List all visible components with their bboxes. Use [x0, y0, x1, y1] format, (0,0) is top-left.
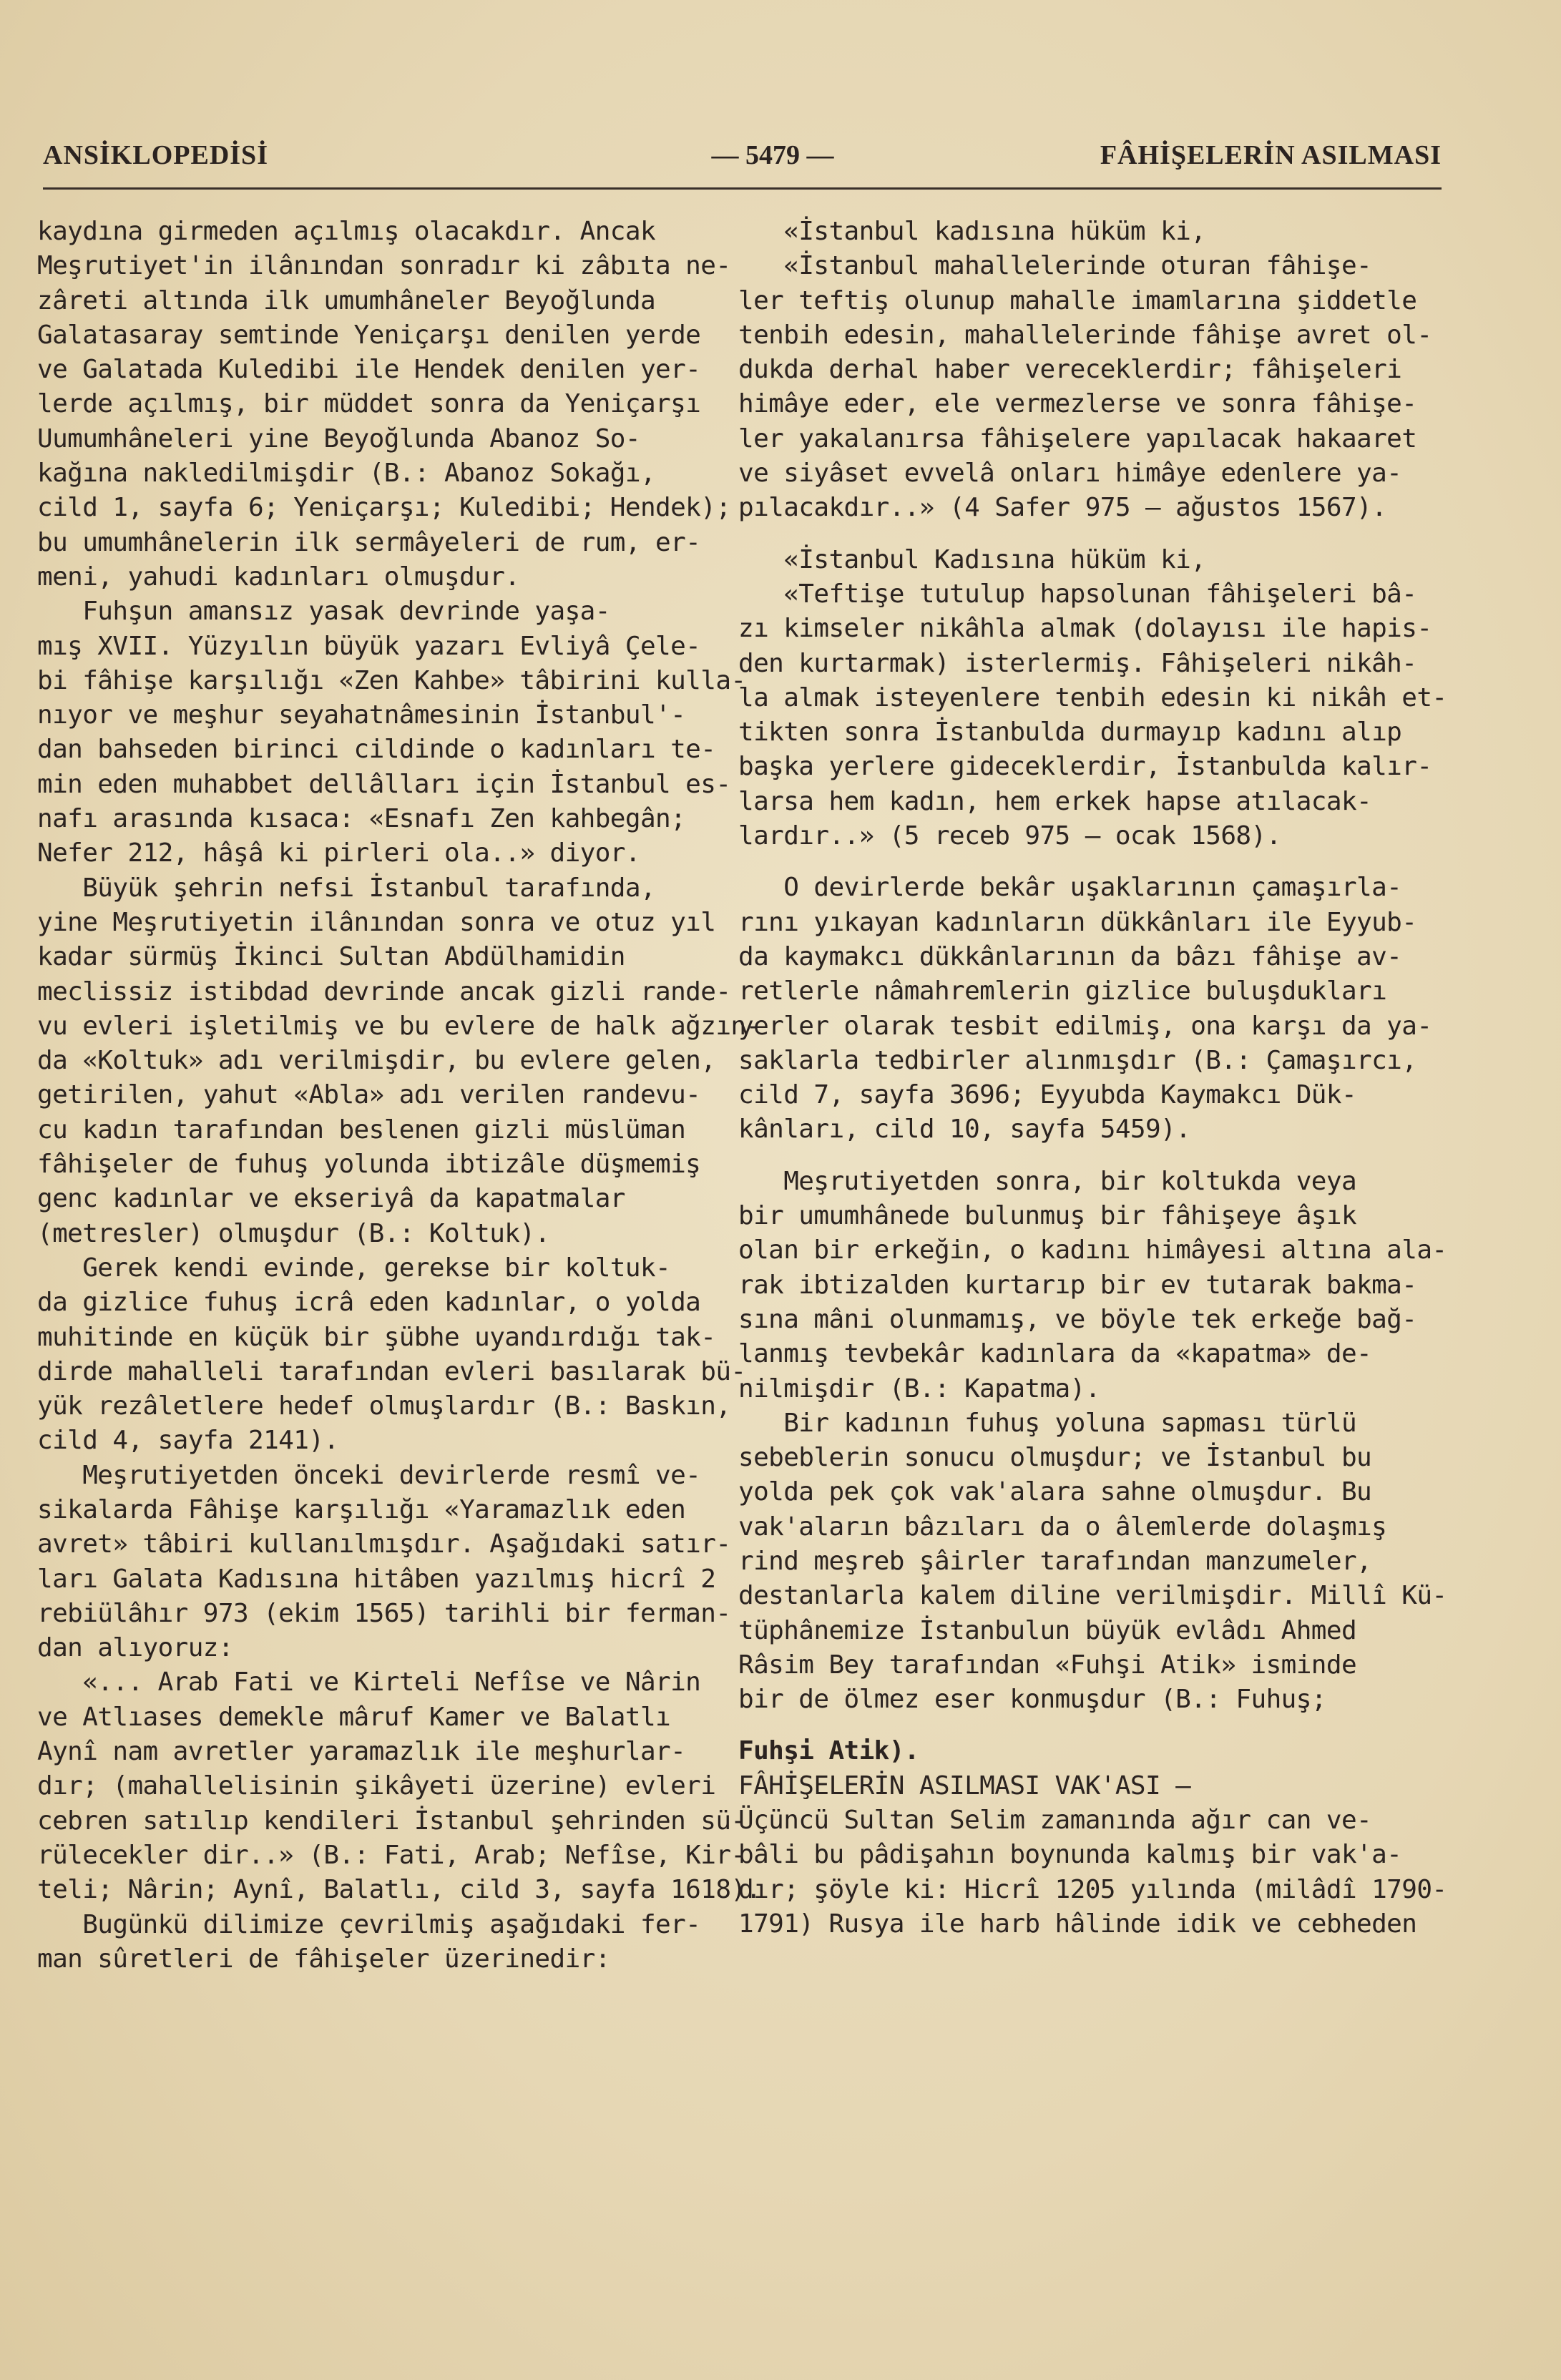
text-line: dan bahseden birinci cildinde o kadınları te-: [37, 735, 716, 765]
text-line: nıyor ve meşhur seyahatnâmesinin İstanbul'-: [37, 700, 686, 730]
text-line: muhitinde en küçük bir şübhe uyandırdığı tak-: [37, 1322, 716, 1352]
text-line: kânları, cild 10, sayfa 5459).: [738, 1115, 1191, 1145]
text-line: Nefer 212, hâşâ ki pirleri ola..» diyor.: [37, 838, 640, 868]
text-line: bir umumhânede bulunmuş bir fâhişeye âşık: [738, 1201, 1357, 1231]
text-line: Fuhşun amansız yasak devrinde yaşa-: [37, 597, 610, 627]
text-line: olan bir erkeğin, o kadını himâyesi altına ala-: [738, 1235, 1447, 1265]
text-line: dan alıyoruz:: [37, 1633, 233, 1663]
text-line: nilmişdir (B.: Kapatma).: [738, 1373, 1100, 1404]
text-line: pılacakdır..» (4 Safer 975 — ağustos 1567).: [738, 493, 1387, 523]
text-line: retlerle nâmahremlerin gizlice buluşdukları: [738, 976, 1387, 1007]
text-line: min eden muhabbet dellâlları için İstanbul es-: [37, 769, 731, 799]
text-line: rind meşreb şâirler tarafından manzumeler,: [738, 1546, 1372, 1576]
text-line: yine Meşrutiyetin ilânından sonra ve otuz yıl: [37, 907, 716, 937]
text-line: larsa hem kadın, hem erkek hapse atılacak-: [738, 786, 1372, 816]
text-line: cebren satılıp kendileri İstanbul şehrinden sü-: [37, 1806, 746, 1836]
text-line: bu umumhânelerin ilk sermâyeleri de rum, er-: [37, 527, 701, 557]
text-line: ve Atlıases demekle mâruf Kamer ve Balatlı: [37, 1702, 671, 1732]
text-line: Bir kadının fuhuş yoluna sapması türlü: [738, 1408, 1357, 1438]
text-line: Bugünkü dilimize çevrilmiş aşağıdaki fer-: [37, 1909, 701, 1939]
text-line: rını yıkayan kadınların dükkânları ile Eyyub-: [738, 907, 1417, 937]
text-line: da «Koltuk» adı verilmişdir, bu evlere gelen,: [37, 1046, 716, 1076]
page-number: — 5479 —: [711, 140, 834, 170]
page-header: [43, 139, 1442, 190]
text-line: kağına nakledilmişdir (B.: Abanoz Sokağı,: [37, 459, 656, 489]
text-line: lanmış tevbekâr kadınlara da «kapatma» de-: [738, 1339, 1372, 1369]
text-line: bir de ölmez eser konmuşdur (B.: Fuhuş;: [738, 1685, 1326, 1715]
text-line: «... Arab Fati ve Kirteli Nefîse ve Nârin: [37, 1668, 701, 1698]
text-line: la almak isteyenlere tenbih edesin ki nikâh et-: [738, 682, 1447, 712]
text-line: Aynî nam avretler yaramazlık ile meşhurlar-: [37, 1737, 686, 1767]
text-line: rebiülâhır 973 (ekim 1565) tarihli bir ferman-: [37, 1598, 731, 1628]
text-line: «İstanbul kadısına hüküm ki,: [738, 217, 1206, 246]
text-line: ları Galata Kadısına hitâben yazılmış hicrî 2: [37, 1564, 716, 1594]
paragraph-gap: [738, 1147, 1447, 1165]
text-line: tikten sonra İstanbulda durmayıp kadını alıp: [738, 718, 1402, 748]
text-line: yük rezâletlere hedef olmuşlardır (B.: Baskın,: [37, 1391, 731, 1421]
text-line: dır; şöyle ki: Hicrî 1205 yılında (milâdî 1790-: [738, 1874, 1447, 1904]
text-line: rak ibtizalden kurtarıp bir ev tutarak bakma-: [738, 1270, 1417, 1300]
text-line: avret» tâbiri kullanılmışdır. Aşağıdaki satır-: [37, 1529, 731, 1559]
text-line: vu evleri işletilmiş ve bu evlere de halk ağzın-: [37, 1011, 761, 1041]
text-line: himâye eder, ele vermezlerse ve sonra fâhişe-: [738, 389, 1417, 419]
text-line: yerler olarak tesbit edilmiş, ona karşı da ya-: [738, 1011, 1432, 1041]
text-line: dukda derhal haber vereceklerdir; fâhişeleri: [738, 355, 1402, 385]
text-line: O devirlerde bekâr uşaklarının çamaşırla-: [738, 873, 1402, 903]
text-line: Uumumhâneleri yine Beyoğlunda Abanoz So-: [37, 423, 640, 454]
text-line: nafı arasında kısaca: «Esnafı Zen kahbegân;: [37, 804, 686, 834]
text-line: cu kadın tarafından beslenen gizli müslüman: [37, 1115, 686, 1145]
text-line: Meşrutiyet'in ilânından sonradır ki zâbıta ne-: [37, 251, 731, 281]
text-line: ler teftiş olunup mahalle imamlarına şiddetle: [738, 285, 1417, 315]
text-line: (metresler) olmuşdur (B.: Koltuk).: [37, 1218, 550, 1248]
text-line: saklarla tedbirler alınmışdır (B.: Çamaşırcı,: [738, 1045, 1417, 1075]
text-line: destanlarla kalem diline verilmişdir. Millî Kü-: [738, 1581, 1447, 1611]
text-line: 1791) Rusya ile harb hâlinde idik ve cebheden: [738, 1909, 1417, 1939]
text-line: Galatasaray semtinde Yeniçarşı denilen yerde: [37, 320, 701, 350]
text-line: zı kimseler nikâhla almak (dolayısı ile hapis-: [738, 614, 1432, 644]
text-line: Fuhşi Atik).: [738, 1736, 919, 1766]
text-line: tenbih edesin, mahallelerinde fâhişe avret ol-: [738, 320, 1432, 350]
text-line: dirde mahalleli tarafından evleri basılarak bü-: [37, 1356, 746, 1386]
text-line: cild 1, sayfa 6; Yeniçarşı; Kuledibi; Hendek);: [37, 493, 731, 523]
text-line: yolda pek çok vak'alara sahne olmuşdur. Bu: [738, 1477, 1372, 1507]
text-line: «İstanbul mahallelerinde oturan fâhişe-: [738, 251, 1372, 281]
paragraph-gap: [738, 526, 1447, 543]
text-line: Büyük şehrin nefsi İstanbul tarafında,: [37, 873, 656, 903]
text-line: ler yakalanırsa fâhişelere yapılacak hakaaret: [738, 423, 1417, 454]
header-encyclopedia-title: ANSİKLOPEDİSİ: [43, 140, 268, 170]
text-line: kaydına girmeden açılmış olacakdır. Ancak: [37, 217, 656, 246]
text-line: dır; (mahallelisinin şikâyeti üzerine) evleri: [37, 1771, 716, 1801]
text-line: bi fâhişe karşılığı «Zen Kahbe» tâbirini kulla-: [37, 665, 746, 695]
text-line: getirilen, yahut «Abla» adı verilen randevu-: [37, 1080, 701, 1110]
text-line: da gizlice fuhuş icrâ eden kadınlar, o yolda: [37, 1288, 701, 1318]
text-line: fâhişeler de fuhuş yolunda ibtizâle düşmemiş: [37, 1150, 701, 1180]
text-line: «Teftişe tutulup hapsolunan fâhişeleri bâ-: [738, 579, 1417, 609]
text-line: lerde açılmış, bir müddet sonra da Yeniçarşı: [37, 389, 701, 419]
paragraph-gap: [738, 853, 1447, 871]
text-line: «İstanbul Kadısına hüküm ki,: [738, 544, 1206, 574]
right-column: [738, 215, 1447, 1941]
text-line: meni, yahudi kadınları olmuşdur.: [37, 562, 520, 592]
left-column: [37, 215, 761, 1977]
text-line: Gerek kendi evinde, gerekse bir koltuk-: [37, 1253, 671, 1283]
text-line: Meşrutiyetden önceki devirlerde resmî ve-: [37, 1460, 701, 1490]
text-line: bâli bu pâdişahın boynunda kalmış bir vak'a-: [738, 1840, 1402, 1870]
header-section-title: FÂHİŞELERİN ASILMASI: [1100, 140, 1442, 170]
text-line: mış XVII. Yüzyılın büyük yazarı Evliyâ Çele-: [37, 631, 701, 661]
text-line: sikalarda Fâhişe karşılığı «Yaramazlık eden: [37, 1494, 686, 1524]
text-line: man sûretleri de fâhişeler üzerinedir:: [37, 1944, 610, 1974]
text-line: Üçüncü Sultan Selim zamanında ağır can ve-: [738, 1806, 1372, 1836]
text-line: cild 4, sayfa 2141).: [37, 1426, 339, 1456]
text-line: zâreti altında ilk umumhâneler Beyoğlunda: [37, 285, 656, 315]
text-line: Meşrutiyetden sonra, bir koltukda veya: [738, 1166, 1357, 1196]
text-line: den kurtarmak) isterlermiş. Fâhişeleri nikâh-: [738, 648, 1417, 678]
text-line: vak'aların bâzıları da o âlemlerde dolaşmış: [738, 1512, 1387, 1542]
text-line: ve Galatada Kuledibi ile Hendek denilen yer-: [37, 355, 701, 385]
text-line: cild 7, sayfa 3696; Eyyubda Kaymakcı Dük-: [738, 1080, 1357, 1110]
text-line: da kaymakcı dükkânlarının da bâzı fâhişe av-: [738, 941, 1402, 971]
paragraph-gap: [738, 1717, 1447, 1734]
text-line: başka yerlere gideceklerdir, İstanbulda kalır-: [738, 752, 1432, 782]
text-line: kadar sürmüş İkinci Sultan Abdülhamidin: [37, 942, 625, 972]
text-line: genc kadınlar ve ekseriyâ da kapatmalar: [37, 1184, 625, 1214]
text-line: sına mâni olunmamış, ve böyle tek erkeğe bağ-: [738, 1304, 1417, 1334]
text-line: sebeblerin sonucu olmuşdur; ve İstanbul bu: [738, 1443, 1372, 1473]
text-line: ve siyâset evvelâ onları himâye edenlere ya-: [738, 459, 1402, 489]
text-line: rülecekler dir..» (B.: Fati, Arab; Nefîse, Kir-: [37, 1840, 746, 1870]
text-line: FÂHİŞELERİN ASILMASI VAK'ASI —: [738, 1771, 1191, 1801]
header-rule: [43, 187, 1442, 190]
text-line: teli; Nârin; Aynî, Balatlı, cild 3, sayfa 1618).: [37, 1875, 761, 1905]
text-line: tüphânemize İstanbulun büyük evlâdı Ahmed: [738, 1615, 1357, 1645]
text-line: Râsim Bey tarafından «Fuhşi Atik» isminde: [738, 1650, 1357, 1680]
text-line: meclissiz istibdad devrinde ancak gizli rande-: [37, 976, 731, 1007]
text-line: lardır..» (5 receb 975 — ocak 1568).: [738, 821, 1281, 851]
